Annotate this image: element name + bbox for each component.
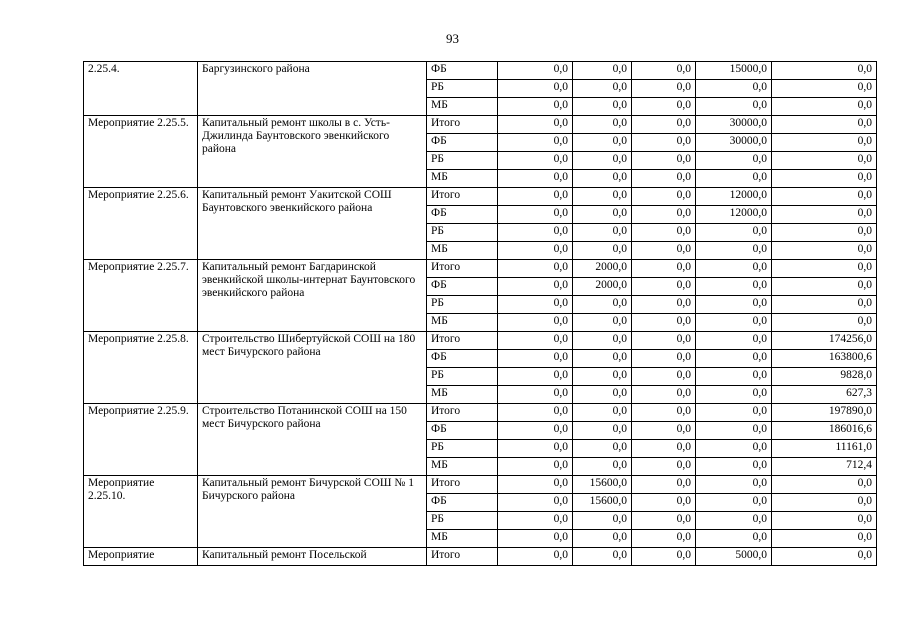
measure-name: Строительство Потанинской СОШ на 150 мест Бичурского района — [198, 404, 427, 476]
amount-cell: 0,0 — [573, 170, 632, 188]
amount-cell: 2000,0 — [573, 278, 632, 296]
amount-cell: 0,0 — [573, 152, 632, 170]
measure-code: Мероприятие 2.25.7. — [84, 260, 198, 332]
funding-source: РБ — [427, 440, 498, 458]
amount-cell: 0,0 — [632, 242, 696, 260]
amount-cell: 0,0 — [498, 530, 573, 548]
amount-cell: 0,0 — [573, 368, 632, 386]
table-row — [84, 260, 877, 278]
amount-cell: 0,0 — [573, 224, 632, 242]
amount-cell: 0,0 — [772, 98, 877, 116]
amount-cell: 0,0 — [696, 530, 772, 548]
amount-cell: 0,0 — [696, 458, 772, 476]
amount-cell: 0,0 — [573, 206, 632, 224]
amount-cell: 0,0 — [632, 206, 696, 224]
measure-code: 2.25.4. — [84, 62, 198, 116]
amount-cell: 0,0 — [573, 314, 632, 332]
amount-cell: 0,0 — [772, 530, 877, 548]
measure-code: Мероприятие 2.25.9. — [84, 404, 198, 476]
amount-cell: 0,0 — [632, 296, 696, 314]
amount-cell: 0,0 — [772, 260, 877, 278]
amount-cell: 197890,0 — [772, 404, 877, 422]
amount-cell: 0,0 — [498, 350, 573, 368]
funding-source: МБ — [427, 314, 498, 332]
funding-source: ФБ — [427, 134, 498, 152]
amount-cell: 0,0 — [772, 476, 877, 494]
amount-cell: 0,0 — [498, 242, 573, 260]
table-row — [84, 188, 877, 206]
amount-cell: 0,0 — [498, 296, 573, 314]
amount-cell: 0,0 — [573, 404, 632, 422]
amount-cell: 712,4 — [772, 458, 877, 476]
amount-cell: 9828,0 — [772, 368, 877, 386]
amount-cell: 0,0 — [696, 512, 772, 530]
measure-name: Капитальный ремонт Посельской — [198, 548, 427, 566]
amount-cell: 0,0 — [573, 548, 632, 566]
amount-cell: 0,0 — [632, 404, 696, 422]
funding-source: РБ — [427, 512, 498, 530]
amount-cell: 0,0 — [498, 134, 573, 152]
measure-code: Мероприятие — [84, 548, 198, 566]
amount-cell: 0,0 — [632, 116, 696, 134]
amount-cell: 0,0 — [498, 386, 573, 404]
amount-cell: 627,3 — [772, 386, 877, 404]
funding-source: Итого — [427, 260, 498, 278]
amount-cell: 0,0 — [498, 332, 573, 350]
amount-cell: 15600,0 — [573, 494, 632, 512]
amount-cell: 0,0 — [498, 512, 573, 530]
amount-cell: 0,0 — [632, 152, 696, 170]
measure-name: Капитальный ремонт Бичурской СОШ № 1 Бичурского района — [198, 476, 427, 548]
amount-cell: 0,0 — [573, 458, 632, 476]
amount-cell: 0,0 — [573, 296, 632, 314]
measure-name: Строительство Шибертуйской СОШ на 180 мест Бичурского района — [198, 332, 427, 404]
amount-cell: 0,0 — [498, 206, 573, 224]
amount-cell: 0,0 — [573, 350, 632, 368]
amount-cell: 0,0 — [573, 62, 632, 80]
amount-cell: 0,0 — [498, 440, 573, 458]
amount-cell: 0,0 — [632, 170, 696, 188]
amount-cell: 0,0 — [632, 530, 696, 548]
amount-cell: 0,0 — [772, 62, 877, 80]
amount-cell: 0,0 — [696, 494, 772, 512]
table-row — [84, 116, 877, 134]
funding-source: РБ — [427, 152, 498, 170]
amount-cell: 0,0 — [573, 332, 632, 350]
amount-cell: 0,0 — [772, 242, 877, 260]
amount-cell: 11161,0 — [772, 440, 877, 458]
amount-cell: 0,0 — [696, 386, 772, 404]
amount-cell: 0,0 — [696, 350, 772, 368]
amount-cell: 0,0 — [498, 314, 573, 332]
funding-source: Итого — [427, 404, 498, 422]
amount-cell: 0,0 — [573, 134, 632, 152]
amount-cell: 0,0 — [632, 332, 696, 350]
amount-cell: 0,0 — [772, 278, 877, 296]
funding-source: МБ — [427, 458, 498, 476]
amount-cell: 0,0 — [632, 548, 696, 566]
amount-cell: 0,0 — [573, 188, 632, 206]
amount-cell: 0,0 — [632, 278, 696, 296]
funding-source: ФБ — [427, 494, 498, 512]
amount-cell: 0,0 — [632, 260, 696, 278]
amount-cell: 0,0 — [632, 224, 696, 242]
funding-source: ФБ — [427, 206, 498, 224]
amount-cell: 0,0 — [632, 62, 696, 80]
amount-cell: 5000,0 — [696, 548, 772, 566]
amount-cell: 0,0 — [498, 458, 573, 476]
funding-source: Итого — [427, 548, 498, 566]
amount-cell: 0,0 — [696, 404, 772, 422]
amount-cell: 0,0 — [498, 278, 573, 296]
table-row — [84, 548, 877, 566]
budget-table — [83, 61, 877, 566]
amount-cell: 0,0 — [696, 314, 772, 332]
amount-cell: 0,0 — [772, 206, 877, 224]
table-row — [84, 476, 877, 494]
measure-code: Мероприятие 2.25.6. — [84, 188, 198, 260]
amount-cell: 0,0 — [696, 476, 772, 494]
amount-cell: 0,0 — [632, 314, 696, 332]
amount-cell: 163800,6 — [772, 350, 877, 368]
amount-cell: 0,0 — [573, 80, 632, 98]
amount-cell: 0,0 — [772, 512, 877, 530]
funding-source: ФБ — [427, 350, 498, 368]
amount-cell: 0,0 — [498, 188, 573, 206]
amount-cell: 0,0 — [498, 116, 573, 134]
funding-source: РБ — [427, 80, 498, 98]
amount-cell: 30000,0 — [696, 116, 772, 134]
amount-cell: 0,0 — [573, 242, 632, 260]
amount-cell: 12000,0 — [696, 206, 772, 224]
amount-cell: 0,0 — [696, 368, 772, 386]
amount-cell: 0,0 — [696, 260, 772, 278]
amount-cell: 0,0 — [632, 134, 696, 152]
funding-source: Итого — [427, 332, 498, 350]
amount-cell: 0,0 — [772, 314, 877, 332]
amount-cell: 0,0 — [632, 188, 696, 206]
amount-cell: 0,0 — [632, 458, 696, 476]
measure-name: Капитальный ремонт школы в с. Усть-Джилинда Баунтовского эвенкийского района — [198, 116, 427, 188]
table-row — [84, 62, 877, 80]
amount-cell: 0,0 — [632, 494, 696, 512]
amount-cell: 174256,0 — [772, 332, 877, 350]
amount-cell: 0,0 — [696, 422, 772, 440]
measure-code: Мероприятие 2.25.8. — [84, 332, 198, 404]
amount-cell: 0,0 — [632, 350, 696, 368]
amount-cell: 15600,0 — [573, 476, 632, 494]
funding-source: Итого — [427, 188, 498, 206]
amount-cell: 186016,6 — [772, 422, 877, 440]
page-number: 93 — [446, 31, 459, 46]
amount-cell: 15000,0 — [696, 62, 772, 80]
amount-cell: 0,0 — [498, 494, 573, 512]
amount-cell: 0,0 — [772, 80, 877, 98]
amount-cell: 0,0 — [696, 170, 772, 188]
amount-cell: 0,0 — [772, 494, 877, 512]
amount-cell: 0,0 — [696, 80, 772, 98]
amount-cell: 0,0 — [696, 440, 772, 458]
amount-cell: 0,0 — [498, 422, 573, 440]
funding-source: ФБ — [427, 422, 498, 440]
amount-cell: 0,0 — [573, 440, 632, 458]
amount-cell: 0,0 — [498, 368, 573, 386]
amount-cell: 0,0 — [632, 440, 696, 458]
amount-cell: 0,0 — [772, 134, 877, 152]
funding-source: ФБ — [427, 62, 498, 80]
amount-cell: 0,0 — [498, 476, 573, 494]
amount-cell: 0,0 — [696, 224, 772, 242]
amount-cell: 0,0 — [573, 530, 632, 548]
funding-source: РБ — [427, 368, 498, 386]
amount-cell: 0,0 — [632, 386, 696, 404]
amount-cell: 0,0 — [632, 80, 696, 98]
funding-source: МБ — [427, 530, 498, 548]
amount-cell: 0,0 — [696, 332, 772, 350]
amount-cell: 0,0 — [772, 188, 877, 206]
amount-cell: 0,0 — [498, 152, 573, 170]
funding-source: ФБ — [427, 278, 498, 296]
amount-cell: 0,0 — [498, 260, 573, 278]
funding-source: МБ — [427, 242, 498, 260]
amount-cell: 0,0 — [632, 98, 696, 116]
amount-cell: 0,0 — [772, 116, 877, 134]
amount-cell: 12000,0 — [696, 188, 772, 206]
measure-name: Баргузинского района — [198, 62, 427, 116]
table-row — [84, 332, 877, 350]
amount-cell: 0,0 — [696, 98, 772, 116]
amount-cell: 0,0 — [632, 422, 696, 440]
funding-source: МБ — [427, 98, 498, 116]
table-row — [84, 404, 877, 422]
measure-code: Мероприятие 2.25.10. — [84, 476, 198, 548]
amount-cell: 0,0 — [772, 548, 877, 566]
amount-cell: 0,0 — [498, 224, 573, 242]
amount-cell: 0,0 — [696, 296, 772, 314]
measure-name: Капитальный ремонт Багдаринской эвенкийской школы-интернат Баунтовского эвенкийского района — [198, 260, 427, 332]
amount-cell: 0,0 — [498, 548, 573, 566]
amount-cell: 30000,0 — [696, 134, 772, 152]
amount-cell: 0,0 — [632, 512, 696, 530]
amount-cell: 0,0 — [498, 404, 573, 422]
table-body — [84, 62, 877, 566]
funding-source: МБ — [427, 386, 498, 404]
funding-source: Итого — [427, 476, 498, 494]
amount-cell: 0,0 — [573, 98, 632, 116]
amount-cell: 0,0 — [573, 116, 632, 134]
amount-cell: 0,0 — [772, 170, 877, 188]
amount-cell: 0,0 — [498, 170, 573, 188]
measure-code: Мероприятие 2.25.5. — [84, 116, 198, 188]
amount-cell: 0,0 — [498, 98, 573, 116]
funding-source: РБ — [427, 224, 498, 242]
amount-cell: 0,0 — [696, 278, 772, 296]
amount-cell: 0,0 — [772, 296, 877, 314]
amount-cell: 2000,0 — [573, 260, 632, 278]
amount-cell: 0,0 — [696, 242, 772, 260]
amount-cell: 0,0 — [573, 386, 632, 404]
measure-name: Капитальный ремонт Уакитской СОШ Баунтовского эвенкийского района — [198, 188, 427, 260]
amount-cell: 0,0 — [632, 476, 696, 494]
amount-cell: 0,0 — [498, 80, 573, 98]
funding-source: РБ — [427, 296, 498, 314]
amount-cell: 0,0 — [632, 368, 696, 386]
amount-cell: 0,0 — [696, 152, 772, 170]
amount-cell: 0,0 — [772, 224, 877, 242]
funding-source: Итого — [427, 116, 498, 134]
funding-source: МБ — [427, 170, 498, 188]
amount-cell: 0,0 — [772, 152, 877, 170]
amount-cell: 0,0 — [498, 62, 573, 80]
amount-cell: 0,0 — [573, 512, 632, 530]
amount-cell: 0,0 — [573, 422, 632, 440]
